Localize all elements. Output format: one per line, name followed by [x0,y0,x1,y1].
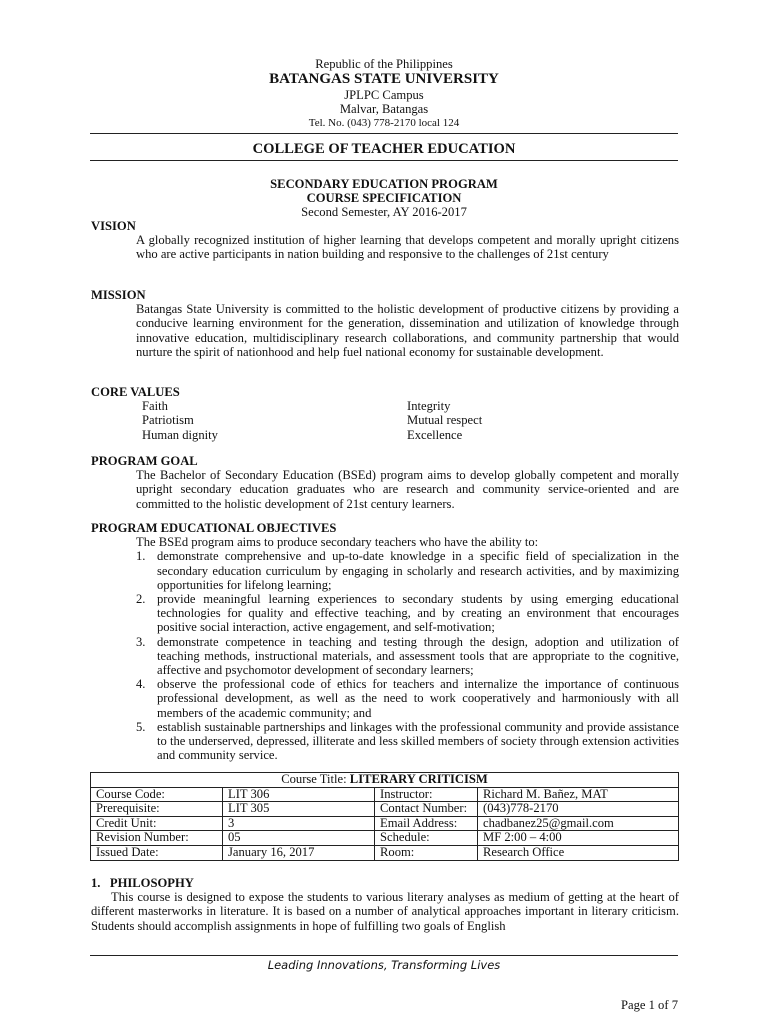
objectives-intro: The BSEd program aims to produce secondary teachers who have the ability to: [136,535,539,550]
course-title-cell [91,773,679,788]
philosophy-section [91,876,679,933]
table-cell: Credit Unit: [91,816,223,831]
philosophy-text: This course is designed to expose the students to various literary analyses as medium of getting at the heart of different masterworks in literature. It is based on a number of analytical approaches important in literary criticism. Students should accomplish assignments in hope of fulfilling two goals of English [91,890,679,933]
list-item [136,635,679,678]
table-cell: Email Address: [375,816,478,831]
item-number: 2. [136,592,146,607]
table-row [91,773,679,788]
table-row [91,845,679,860]
course-title-value: LITERARY CRITICISM [349,772,488,786]
objectives-list [136,549,679,762]
table-cell: LIT 306 [223,787,375,802]
list-item [136,549,679,592]
telephone-line: Tel. No. (043) 778-2170 local 124 [308,117,460,129]
core-values-right-column [407,399,482,442]
list-item [136,720,679,763]
objectives-section [91,521,679,762]
course-info-table [90,772,679,861]
program-goal-heading: PROGRAM GOAL [91,454,198,468]
core-value: Patriotism [142,413,194,428]
core-values-left-column [142,399,218,442]
item-number: 1. [136,549,146,564]
objectives-heading: PROGRAM EDUCATIONAL OBJECTIVES [91,521,337,535]
document-type: COURSE SPECIFICATION [306,191,462,206]
table-cell: January 16, 2017 [223,845,375,860]
core-value: Integrity [407,399,451,414]
core-value: Excellence [407,427,463,442]
item-text: demonstrate competence in teaching and testing through the design, adoption and utilization of teaching methods, instructional materials, and assessment tools that are appropriate to the cognitive, affective and psychomotor development of secondary learners; [157,634,679,678]
page-number: Page 1 of 7 [620,998,678,1012]
table-cell: 3 [223,816,375,831]
vision-text: A globally recognized institution of higher learning that develops competent and morally upright citizens who are active participants in nation building and responsive to the challenges of 21st century [136,233,679,262]
table-cell: Richard M. Bañez, MAT [478,787,679,802]
table-cell: Schedule: [375,831,478,846]
table-cell: Issued Date: [91,845,223,860]
footer-tagline: Leading Innovations, Transforming Lives [267,958,501,972]
item-number: 3. [136,634,146,649]
table-row [91,816,679,831]
item-text: provide meaningful learning experiences to secondary students by using emerging educational technologies for quality and effective teaching, and by creating an environment that encourages positive social interaction, active engagement, and self-motivation; [157,592,679,635]
table-cell: Contact Number: [375,802,478,817]
semester-line: Second Semester, AY 2016-2017 [301,205,467,220]
republic-line: Republic of the Philippines [315,57,453,71]
core-values-heading: CORE VALUES [91,385,180,399]
table-cell: Course Code: [91,787,223,802]
item-text: observe the professional code of ethics for teachers and internalize the importance of continuous professional development, as well as the need to work cooperatively and harmoniously with all members of the academic community; and [157,677,679,720]
program-name: SECONDARY EDUCATION PROGRAM [270,177,498,191]
core-value: Faith [142,399,168,414]
mission-heading: MISSION [91,288,146,302]
item-text: establish sustainable partnerships and linkages with the professional community and provide assistance to the underserved, depressed, illiterate and less skilled members of society through extension activities and community service. [157,719,679,763]
core-values-section [91,385,679,443]
program-goal-text: The Bachelor of Secondary Education (BSEd) program aims to develop globally competent and morally upright secondary education graduates who are research and community service-oriented and are committed to the holistic development of 21st century learners. [136,468,679,511]
header-divider-top [90,133,678,134]
core-values-list [91,399,679,443]
campus-name: JPLPC Campus [344,88,424,102]
program-heading [0,177,768,220]
item-text: demonstrate comprehensive and up-to-date knowledge in a specific field of specialization in the secondary education curriculum by engaging in scholarly and research activities, and by maximizing opportunities for lifelong learning; [157,549,679,592]
table-cell: 05 [223,831,375,846]
vision-section [91,219,679,262]
table-cell: (043)778-2170 [478,802,679,817]
list-item [136,677,679,720]
letterhead [0,57,768,130]
university-name: BATANGAS STATE UNIVERSITY [269,71,499,87]
mission-text: Batangas State University is committed to the holistic development of productive citizens by providing a conducive learning environment for the generation, dissemination and utilization of knowledge through innovative education, multidisciplinary research collaborations, and community partnership that would nurture the spirit of nationhood and help fuel national economy for sustainable development. [136,302,679,359]
table-cell: Research Office [478,845,679,860]
mission-section [91,288,679,359]
core-value: Mutual respect [407,413,483,428]
campus-location: Malvar, Batangas [339,102,429,116]
table-cell: LIT 305 [223,802,375,817]
table-row [91,831,679,846]
item-number: 5. [136,719,146,734]
course-title-label: Course Title: [281,772,350,786]
table-row [91,802,679,817]
header-divider-bottom [90,160,678,161]
vision-heading: VISION [91,219,136,233]
table-cell: Instructor: [375,787,478,802]
item-number: 4. [136,677,146,692]
table-cell: Revision Number: [91,831,223,846]
list-item [136,592,679,635]
table-row [91,787,679,802]
college-name: COLLEGE OF TEACHER EDUCATION [252,141,516,157]
table-cell: chadbanez25@gmail.com [478,816,679,831]
program-goal-section [91,454,679,511]
philosophy-heading: 1. PHILOSOPHY [91,876,194,890]
footer-divider [90,955,678,956]
table-cell: Room: [375,845,478,860]
table-cell: Prerequisite: [91,802,223,817]
table-cell: MF 2:00 – 4:00 [478,831,679,846]
core-value: Human dignity [142,427,218,442]
